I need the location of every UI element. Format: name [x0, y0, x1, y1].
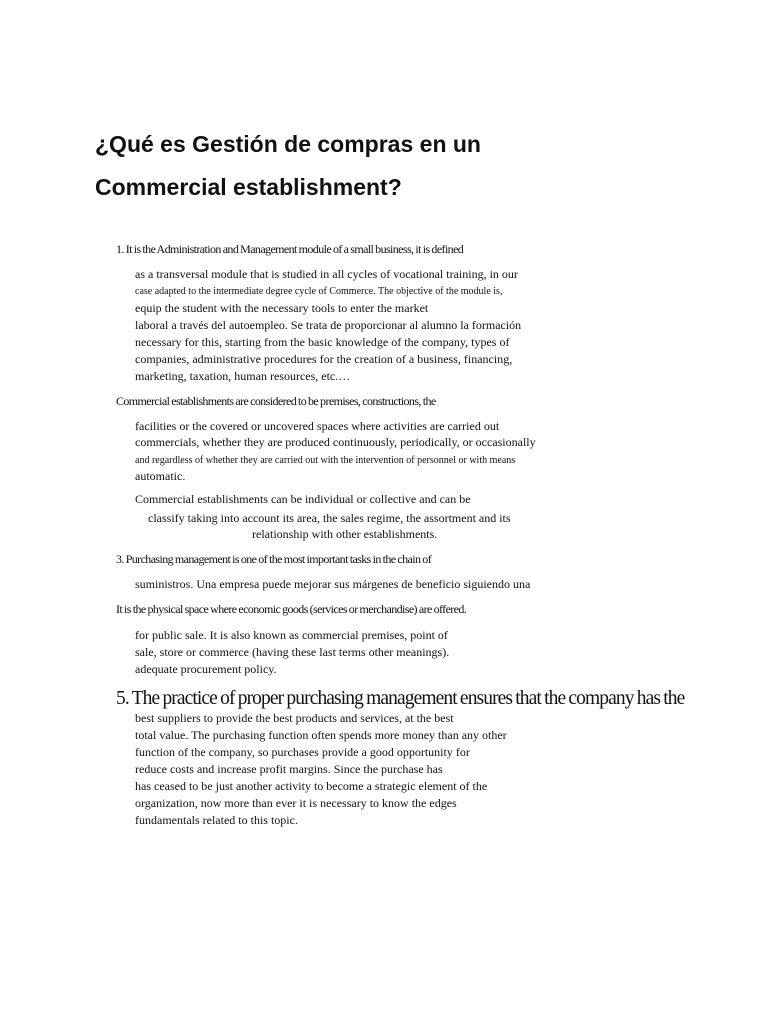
paragraph-line: function of the company, so purchases provide a good opportunity for: [135, 745, 470, 759]
paragraph-line: classify taking into account its area, the sales regime, the assortment and its: [148, 511, 511, 525]
paragraph-line: sale, store or commerce (having these last terms other meanings).: [135, 645, 450, 659]
paragraph-line: It is the physical space where economic goods (services or merchandise) are offered.: [116, 602, 467, 616]
paragraph-line: equip the student with the necessary tools to enter the market: [135, 301, 429, 315]
paragraph-line: companies, administrative procedures for the creation of a business, financing,: [135, 352, 513, 366]
paragraph-line: as a transversal module that is studied in all cycles of vocational training, in our: [135, 267, 518, 281]
paragraph-line: 3. Purchasing management is one of the most important tasks in the chain of: [116, 552, 432, 566]
document-title-line-1: ¿Qué es Gestión de compras en un: [95, 131, 481, 157]
document-title-line-2: Commercial establishment?: [95, 174, 402, 200]
paragraph-line: facilities or the covered or uncovered spaces where activities are carried out: [135, 419, 500, 433]
paragraph-line: suministros. Una empresa puede mejorar sus márgenes de beneficio siguiendo una: [135, 577, 531, 591]
paragraph-line: relationship with other establishments.: [252, 527, 438, 541]
paragraph-line: organization, now more than ever it is necessary to know the edges: [135, 796, 457, 810]
paragraph-line: total value. The purchasing function often spends more money than any other: [135, 728, 507, 742]
paragraph-line: 5. The practice of proper purchasing management ensures that the company has the: [116, 688, 685, 709]
paragraph-line: Commercial establishments are considered to be premises, constructions, the: [116, 394, 436, 408]
paragraph-line: 1. It is the Administration and Management module of a small business, it is defined: [116, 242, 464, 256]
paragraph-line: adequate procurement policy.: [135, 662, 277, 676]
paragraph-line: fundamentals related to this topic.: [135, 813, 298, 827]
paragraph-line: automatic.: [135, 469, 186, 483]
paragraph-line: for public sale. It is also known as commercial premises, point of: [135, 628, 448, 642]
paragraph-line: and regardless of whether they are carried out with the intervention of personnel or with means: [135, 455, 516, 466]
paragraph-line: necessary for this, starting from the basic knowledge of the company, types of: [135, 335, 510, 349]
paragraph-line: marketing, taxation, human resources, etc.…: [135, 369, 351, 383]
paragraph-line: has ceased to be just another activity to become a strategic element of the: [135, 779, 488, 793]
paragraph-line: commercials, whether they are produced continuously, periodically, or occasionally: [135, 435, 536, 449]
paragraph-line: case adapted to the intermediate degree cycle of Commerce. The objective of the module is,: [135, 286, 503, 297]
paragraph-line: reduce costs and increase profit margins. Since the purchase has: [135, 762, 443, 776]
paragraph-line: Commercial establishments can be individual or collective and can be: [135, 492, 471, 506]
paragraph-line: best suppliers to provide the best products and services, at the best: [135, 711, 454, 725]
paragraph-line: laboral a través del autoempleo. Se trata de proporcionar al alumno la formación: [135, 318, 522, 332]
